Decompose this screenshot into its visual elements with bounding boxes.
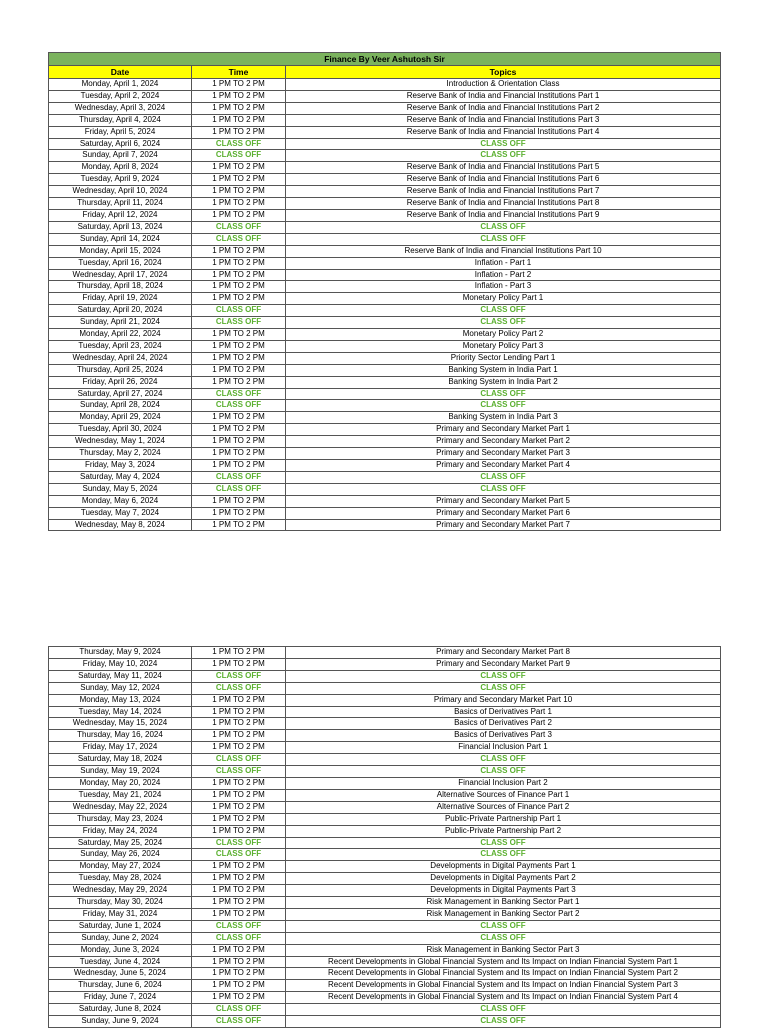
date-cell: Friday, April 26, 2024: [49, 376, 192, 388]
time-cell: 1 PM TO 2 PM: [192, 861, 286, 873]
date-cell: Sunday, April 14, 2024: [49, 233, 192, 245]
table-row: [49, 956, 721, 968]
time-cell: 1 PM TO 2 PM: [192, 102, 286, 114]
time-cell: 1 PM TO 2 PM: [192, 364, 286, 376]
date-cell: Thursday, April 18, 2024: [49, 281, 192, 293]
date-cell: Wednesday, May 15, 2024: [49, 718, 192, 730]
table-row: [49, 221, 721, 233]
table-row: [49, 174, 721, 186]
date-cell: Tuesday, April 23, 2024: [49, 340, 192, 352]
topic-cell: Recent Developments in Global Financial System and Its Impact on Indian Financial System Part 3: [286, 980, 721, 992]
topic-cell: CLASS OFF: [286, 849, 721, 861]
time-cell: 1 PM TO 2 PM: [192, 897, 286, 909]
time-cell: 1 PM TO 2 PM: [192, 412, 286, 424]
topic-cell: Primary and Secondary Market Part 2: [286, 436, 721, 448]
date-cell: Wednesday, May 8, 2024: [49, 519, 192, 531]
topic-cell: CLASS OFF: [286, 221, 721, 233]
topic-cell: Primary and Secondary Market Part 5: [286, 495, 721, 507]
topic-cell: Recent Developments in Global Financial System and Its Impact on Indian Financial System Part 4: [286, 992, 721, 1004]
table-row: [49, 317, 721, 329]
date-cell: Saturday, June 1, 2024: [49, 920, 192, 932]
time-cell: CLASS OFF: [192, 317, 286, 329]
date-cell: Friday, April 12, 2024: [49, 209, 192, 221]
date-cell: Friday, May 24, 2024: [49, 825, 192, 837]
date-cell: Monday, May 27, 2024: [49, 861, 192, 873]
topic-cell: Banking System in India Part 2: [286, 376, 721, 388]
topic-cell: CLASS OFF: [286, 670, 721, 682]
topic-cell: Reserve Bank of India and Financial Institutions Part 9: [286, 209, 721, 221]
time-cell: 1 PM TO 2 PM: [192, 376, 286, 388]
date-cell: Thursday, April 25, 2024: [49, 364, 192, 376]
topic-cell: Inflation - Part 1: [286, 257, 721, 269]
topic-cell: CLASS OFF: [286, 766, 721, 778]
topic-cell: Reserve Bank of India and Financial Institutions Part 7: [286, 186, 721, 198]
table-row: [49, 766, 721, 778]
time-cell: 1 PM TO 2 PM: [192, 174, 286, 186]
date-cell: Wednesday, April 17, 2024: [49, 269, 192, 281]
time-header: Time: [192, 66, 286, 79]
topic-cell: Primary and Secondary Market Part 1: [286, 424, 721, 436]
topic-cell: Reserve Bank of India and Financial Institutions Part 3: [286, 114, 721, 126]
table-row: [49, 1016, 721, 1028]
time-cell: CLASS OFF: [192, 754, 286, 766]
time-cell: 1 PM TO 2 PM: [192, 706, 286, 718]
table-row: [49, 920, 721, 932]
table-row: [49, 257, 721, 269]
table-row: [49, 932, 721, 944]
date-cell: Thursday, April 4, 2024: [49, 114, 192, 126]
table-row: [49, 329, 721, 341]
topic-cell: Reserve Bank of India and Financial Institutions Part 5: [286, 162, 721, 174]
time-cell: 1 PM TO 2 PM: [192, 801, 286, 813]
time-cell: 1 PM TO 2 PM: [192, 956, 286, 968]
topic-cell: Primary and Secondary Market Part 8: [286, 647, 721, 659]
date-cell: Tuesday, April 2, 2024: [49, 90, 192, 102]
topic-cell: Primary and Secondary Market Part 6: [286, 507, 721, 519]
table-row: [49, 293, 721, 305]
time-cell: 1 PM TO 2 PM: [192, 519, 286, 531]
date-cell: Wednesday, June 5, 2024: [49, 968, 192, 980]
date-cell: Thursday, May 23, 2024: [49, 813, 192, 825]
table-row: [49, 162, 721, 174]
time-cell: 1 PM TO 2 PM: [192, 718, 286, 730]
topic-cell: Financial Inclusion Part 2: [286, 777, 721, 789]
time-cell: 1 PM TO 2 PM: [192, 198, 286, 210]
table-row: [49, 245, 721, 257]
table-row: [49, 706, 721, 718]
time-cell: CLASS OFF: [192, 221, 286, 233]
date-cell: Sunday, April 21, 2024: [49, 317, 192, 329]
time-cell: CLASS OFF: [192, 837, 286, 849]
topic-cell: Primary and Secondary Market Part 3: [286, 448, 721, 460]
time-cell: 1 PM TO 2 PM: [192, 329, 286, 341]
topic-cell: CLASS OFF: [286, 932, 721, 944]
table-row: [49, 460, 721, 472]
table-row: [49, 849, 721, 861]
topic-cell: Reserve Bank of India and Financial Institutions Part 8: [286, 198, 721, 210]
time-cell: 1 PM TO 2 PM: [192, 209, 286, 221]
time-cell: CLASS OFF: [192, 766, 286, 778]
topic-cell: CLASS OFF: [286, 1004, 721, 1016]
date-cell: Monday, June 3, 2024: [49, 944, 192, 956]
topic-cell: CLASS OFF: [286, 483, 721, 495]
time-cell: 1 PM TO 2 PM: [192, 873, 286, 885]
topic-cell: Alternative Sources of Finance Part 2: [286, 801, 721, 813]
topic-cell: Inflation - Part 3: [286, 281, 721, 293]
table-row: [49, 980, 721, 992]
date-cell: Sunday, April 28, 2024: [49, 400, 192, 412]
date-cell: Monday, April 15, 2024: [49, 245, 192, 257]
topic-cell: Primary and Secondary Market Part 10: [286, 694, 721, 706]
time-cell: 1 PM TO 2 PM: [192, 352, 286, 364]
table-row: [49, 388, 721, 400]
time-cell: 1 PM TO 2 PM: [192, 789, 286, 801]
topic-cell: Risk Management in Banking Sector Part 3: [286, 944, 721, 956]
table-row: [49, 789, 721, 801]
date-cell: Saturday, April 27, 2024: [49, 388, 192, 400]
time-cell: CLASS OFF: [192, 849, 286, 861]
date-cell: Tuesday, April 16, 2024: [49, 257, 192, 269]
time-cell: 1 PM TO 2 PM: [192, 968, 286, 980]
table-row: [49, 209, 721, 221]
table-row: [49, 908, 721, 920]
time-cell: 1 PM TO 2 PM: [192, 507, 286, 519]
time-cell: CLASS OFF: [192, 400, 286, 412]
topic-cell: CLASS OFF: [286, 317, 721, 329]
table-row: [49, 364, 721, 376]
date-cell: Thursday, May 16, 2024: [49, 730, 192, 742]
date-cell: Friday, April 19, 2024: [49, 293, 192, 305]
table-row: [49, 114, 721, 126]
time-cell: 1 PM TO 2 PM: [192, 658, 286, 670]
time-cell: 1 PM TO 2 PM: [192, 162, 286, 174]
table-row: [49, 837, 721, 849]
table-row: [49, 670, 721, 682]
topic-cell: Financial Inclusion Part 1: [286, 742, 721, 754]
date-cell: Wednesday, May 29, 2024: [49, 885, 192, 897]
table-row: [49, 352, 721, 364]
table-row: [49, 777, 721, 789]
date-cell: Sunday, May 26, 2024: [49, 849, 192, 861]
time-cell: 1 PM TO 2 PM: [192, 257, 286, 269]
topic-cell: Developments in Digital Payments Part 3: [286, 885, 721, 897]
topic-cell: Monetary Policy Part 2: [286, 329, 721, 341]
table-row: [49, 79, 721, 91]
time-cell: 1 PM TO 2 PM: [192, 245, 286, 257]
date-cell: Wednesday, May 22, 2024: [49, 801, 192, 813]
time-cell: 1 PM TO 2 PM: [192, 730, 286, 742]
table-row: [49, 269, 721, 281]
table-row: [49, 126, 721, 138]
topic-cell: Recent Developments in Global Financial System and Its Impact on Indian Financial System Part 2: [286, 968, 721, 980]
table-row: [49, 281, 721, 293]
date-cell: Tuesday, May 21, 2024: [49, 789, 192, 801]
table-row: [49, 412, 721, 424]
table-row: [49, 436, 721, 448]
topic-cell: CLASS OFF: [286, 150, 721, 162]
date-cell: Sunday, June 9, 2024: [49, 1016, 192, 1028]
date-cell: Saturday, May 18, 2024: [49, 754, 192, 766]
time-cell: CLASS OFF: [192, 1016, 286, 1028]
table-row: [49, 730, 721, 742]
time-cell: CLASS OFF: [192, 150, 286, 162]
topic-cell: Developments in Digital Payments Part 2: [286, 873, 721, 885]
schedule-table-part-1: [48, 52, 721, 531]
table-row: [49, 340, 721, 352]
time-cell: 1 PM TO 2 PM: [192, 186, 286, 198]
time-cell: 1 PM TO 2 PM: [192, 777, 286, 789]
topic-cell: Reserve Bank of India and Financial Institutions Part 6: [286, 174, 721, 186]
table-row: [49, 400, 721, 412]
topic-cell: Banking System in India Part 1: [286, 364, 721, 376]
topic-cell: CLASS OFF: [286, 682, 721, 694]
schedule-body-part-2: [49, 647, 721, 1028]
table-row: [49, 694, 721, 706]
time-cell: CLASS OFF: [192, 932, 286, 944]
date-cell: Tuesday, April 9, 2024: [49, 174, 192, 186]
table-row: [49, 519, 721, 531]
table-row: [49, 897, 721, 909]
table-row: [49, 1004, 721, 1016]
time-cell: 1 PM TO 2 PM: [192, 495, 286, 507]
topic-cell: Risk Management in Banking Sector Part 2: [286, 908, 721, 920]
time-cell: CLASS OFF: [192, 305, 286, 317]
topic-cell: Inflation - Part 2: [286, 269, 721, 281]
time-cell: 1 PM TO 2 PM: [192, 460, 286, 472]
topic-cell: Risk Management in Banking Sector Part 1: [286, 897, 721, 909]
table-row: [49, 754, 721, 766]
date-cell: Wednesday, April 10, 2024: [49, 186, 192, 198]
date-cell: Tuesday, May 7, 2024: [49, 507, 192, 519]
date-cell: Saturday, April 6, 2024: [49, 138, 192, 150]
date-cell: Friday, May 31, 2024: [49, 908, 192, 920]
topic-cell: CLASS OFF: [286, 400, 721, 412]
table-row: [49, 813, 721, 825]
time-cell: CLASS OFF: [192, 483, 286, 495]
title-row: [49, 53, 721, 66]
topic-cell: CLASS OFF: [286, 388, 721, 400]
table-row: [49, 682, 721, 694]
time-cell: 1 PM TO 2 PM: [192, 694, 286, 706]
topic-cell: Primary and Secondary Market Part 7: [286, 519, 721, 531]
date-cell: Saturday, June 8, 2024: [49, 1004, 192, 1016]
date-cell: Thursday, May 30, 2024: [49, 897, 192, 909]
schedule-title: Finance By Veer Ashutosh Sir: [49, 53, 721, 66]
date-cell: Sunday, May 19, 2024: [49, 766, 192, 778]
time-cell: 1 PM TO 2 PM: [192, 281, 286, 293]
time-cell: 1 PM TO 2 PM: [192, 90, 286, 102]
date-cell: Friday, April 5, 2024: [49, 126, 192, 138]
table-row: [49, 90, 721, 102]
time-cell: CLASS OFF: [192, 920, 286, 932]
time-cell: CLASS OFF: [192, 471, 286, 483]
date-cell: Tuesday, May 28, 2024: [49, 873, 192, 885]
table-row: [49, 424, 721, 436]
date-cell: Monday, May 20, 2024: [49, 777, 192, 789]
topic-cell: CLASS OFF: [286, 138, 721, 150]
date-cell: Sunday, May 12, 2024: [49, 682, 192, 694]
topic-cell: Recent Developments in Global Financial System and Its Impact on Indian Financial System Part 1: [286, 956, 721, 968]
table-row: [49, 885, 721, 897]
topic-cell: CLASS OFF: [286, 837, 721, 849]
topic-cell: Monetary Policy Part 1: [286, 293, 721, 305]
time-cell: 1 PM TO 2 PM: [192, 340, 286, 352]
table-row: [49, 944, 721, 956]
time-cell: 1 PM TO 2 PM: [192, 293, 286, 305]
time-cell: CLASS OFF: [192, 670, 286, 682]
date-cell: Saturday, April 20, 2024: [49, 305, 192, 317]
date-cell: Tuesday, June 4, 2024: [49, 956, 192, 968]
date-cell: Wednesday, April 3, 2024: [49, 102, 192, 114]
time-cell: 1 PM TO 2 PM: [192, 944, 286, 956]
time-cell: 1 PM TO 2 PM: [192, 114, 286, 126]
date-cell: Monday, April 8, 2024: [49, 162, 192, 174]
date-cell: Friday, May 3, 2024: [49, 460, 192, 472]
time-cell: CLASS OFF: [192, 233, 286, 245]
topic-cell: Introduction & Orientation Class: [286, 79, 721, 91]
date-cell: Saturday, May 11, 2024: [49, 670, 192, 682]
topic-cell: Basics of Derivatives Part 2: [286, 718, 721, 730]
table-row: [49, 658, 721, 670]
topic-cell: CLASS OFF: [286, 233, 721, 245]
table-row: [49, 718, 721, 730]
table-row: [49, 198, 721, 210]
topic-cell: Reserve Bank of India and Financial Institutions Part 2: [286, 102, 721, 114]
topic-cell: Priority Sector Lending Part 1: [286, 352, 721, 364]
time-cell: 1 PM TO 2 PM: [192, 424, 286, 436]
date-cell: Saturday, April 13, 2024: [49, 221, 192, 233]
time-cell: 1 PM TO 2 PM: [192, 825, 286, 837]
time-cell: 1 PM TO 2 PM: [192, 992, 286, 1004]
date-cell: Monday, April 29, 2024: [49, 412, 192, 424]
topic-cell: Primary and Secondary Market Part 9: [286, 658, 721, 670]
schedule-body-part-1: [49, 79, 721, 531]
date-cell: Monday, April 1, 2024: [49, 79, 192, 91]
table-row: [49, 186, 721, 198]
date-header: Date: [49, 66, 192, 79]
time-cell: 1 PM TO 2 PM: [192, 126, 286, 138]
time-cell: CLASS OFF: [192, 388, 286, 400]
date-cell: Saturday, May 25, 2024: [49, 837, 192, 849]
topics-header: Topics: [286, 66, 721, 79]
date-cell: Friday, May 10, 2024: [49, 658, 192, 670]
topic-cell: Alternative Sources of Finance Part 1: [286, 789, 721, 801]
time-cell: CLASS OFF: [192, 1004, 286, 1016]
topic-cell: CLASS OFF: [286, 754, 721, 766]
topic-cell: CLASS OFF: [286, 920, 721, 932]
date-cell: Wednesday, May 1, 2024: [49, 436, 192, 448]
table-row: [49, 801, 721, 813]
date-cell: Friday, May 17, 2024: [49, 742, 192, 754]
time-cell: 1 PM TO 2 PM: [192, 79, 286, 91]
table-row: [49, 873, 721, 885]
time-cell: 1 PM TO 2 PM: [192, 980, 286, 992]
date-cell: Thursday, May 2, 2024: [49, 448, 192, 460]
time-cell: 1 PM TO 2 PM: [192, 448, 286, 460]
time-cell: 1 PM TO 2 PM: [192, 742, 286, 754]
topic-cell: Monetary Policy Part 3: [286, 340, 721, 352]
time-cell: 1 PM TO 2 PM: [192, 885, 286, 897]
table-row: [49, 825, 721, 837]
table-row: [49, 483, 721, 495]
time-cell: 1 PM TO 2 PM: [192, 436, 286, 448]
date-cell: Thursday, June 6, 2024: [49, 980, 192, 992]
topic-cell: Developments in Digital Payments Part 1: [286, 861, 721, 873]
time-cell: 1 PM TO 2 PM: [192, 269, 286, 281]
time-cell: CLASS OFF: [192, 682, 286, 694]
table-row: [49, 138, 721, 150]
table-row: [49, 647, 721, 659]
date-cell: Thursday, May 9, 2024: [49, 647, 192, 659]
date-cell: Sunday, June 2, 2024: [49, 932, 192, 944]
table-row: [49, 305, 721, 317]
topic-cell: CLASS OFF: [286, 1016, 721, 1028]
topic-cell: CLASS OFF: [286, 471, 721, 483]
topic-cell: Banking System in India Part 3: [286, 412, 721, 424]
date-cell: Tuesday, May 14, 2024: [49, 706, 192, 718]
time-cell: 1 PM TO 2 PM: [192, 813, 286, 825]
topic-cell: CLASS OFF: [286, 305, 721, 317]
topic-cell: Primary and Secondary Market Part 4: [286, 460, 721, 472]
time-cell: 1 PM TO 2 PM: [192, 647, 286, 659]
date-cell: Sunday, April 7, 2024: [49, 150, 192, 162]
date-cell: Tuesday, April 30, 2024: [49, 424, 192, 436]
date-cell: Thursday, April 11, 2024: [49, 198, 192, 210]
date-cell: Monday, May 6, 2024: [49, 495, 192, 507]
date-cell: Saturday, May 4, 2024: [49, 471, 192, 483]
table-row: [49, 992, 721, 1004]
date-cell: Friday, June 7, 2024: [49, 992, 192, 1004]
date-cell: Monday, April 22, 2024: [49, 329, 192, 341]
table-row: [49, 742, 721, 754]
topic-cell: Public-Private Partnership Part 2: [286, 825, 721, 837]
table-row: [49, 968, 721, 980]
time-cell: 1 PM TO 2 PM: [192, 908, 286, 920]
topic-cell: Basics of Derivatives Part 1: [286, 706, 721, 718]
table-row: [49, 102, 721, 114]
table-row: [49, 471, 721, 483]
table-row: [49, 507, 721, 519]
schedule-table-part-2: [48, 646, 721, 1028]
topic-cell: Reserve Bank of India and Financial Institutions Part 4: [286, 126, 721, 138]
topic-cell: Reserve Bank of India and Financial Institutions Part 1: [286, 90, 721, 102]
topic-cell: Basics of Derivatives Part 3: [286, 730, 721, 742]
table-row: [49, 495, 721, 507]
table-row: [49, 376, 721, 388]
table-row: [49, 861, 721, 873]
date-cell: Monday, May 13, 2024: [49, 694, 192, 706]
date-cell: Sunday, May 5, 2024: [49, 483, 192, 495]
table-row: [49, 150, 721, 162]
table-row: [49, 233, 721, 245]
topic-cell: Public-Private Partnership Part 1: [286, 813, 721, 825]
topic-cell: Reserve Bank of India and Financial Institutions Part 10: [286, 245, 721, 257]
time-cell: CLASS OFF: [192, 138, 286, 150]
header-row: [49, 66, 721, 79]
date-cell: Wednesday, April 24, 2024: [49, 352, 192, 364]
table-row: [49, 448, 721, 460]
